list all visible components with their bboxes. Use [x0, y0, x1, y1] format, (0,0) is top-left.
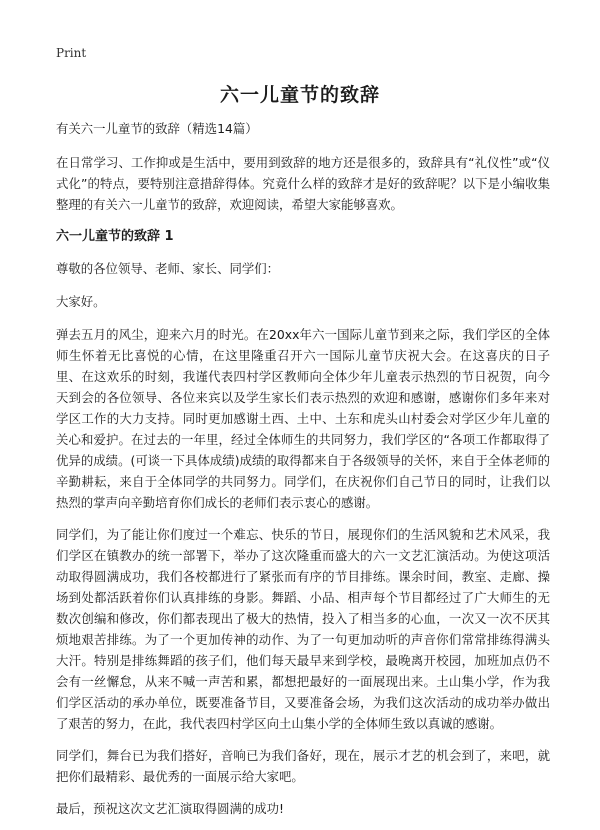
salutation: 尊敬的各位领导、老师、家长、同学们：	[56, 261, 280, 276]
closing-paragraph: 最后，预祝这次文艺汇演取得圆满的成功!	[56, 801, 284, 816]
greeting: 大家好。	[56, 294, 106, 309]
body-paragraph-1: 弹去五月的风尘，迎来六月的时光。在20xx年六一国际儿童节到来之际，我们学区的全体师生怀着无比喜悦的心情，在这里隆重召开六一国际儿童节庆祝大会。在这喜庆的日子里、在这欢乐的时刻，我谨代表四村学区教师向全体少年儿童表示热烈的节日祝贺，向今天到会的各位领导、各位来宾以及学生家长们表示热烈的欢迎和感谢，感谢你们多年来对学区工作的大力支持。同时更加感谢土西、土中、土东和虎头山村委会对学区少年儿童的关心和爱护。在过去的一年里，经过全体师生的共同努力，我们学区的“各项工作都取得了优异的成绩。(可谈一下具体成绩)成绩的取得都来自于各级领导的关怀，来自于全体老师的辛勤耕耘，来自于全体同学的共同努力。同学们，在庆祝你们自己节日的同时，让我们以热烈的掌声向辛勤培育你们成长的老师们表示衷心的感谢。	[56, 327, 550, 510]
print-link[interactable]: Print	[56, 46, 87, 60]
section-heading: 六一儿童节的致辞 1	[56, 229, 174, 244]
article-subtitle: 有关六一儿童节的致辞（精选14篇）	[56, 121, 258, 136]
body-paragraph-3: 同学们，舞台已为我们搭好，音响已为我们备好，现在，展示才艺的机会到了，来吧，就把你们最精彩、最优秀的一面展示给大家吧。	[56, 748, 550, 784]
page-title: 六一儿童节的致辞	[219, 84, 380, 106]
intro-paragraph: 在日常学习、工作抑或是生活中，要用到致辞的地方还是很多的，致辞具有“礼仪性”或“仪式化”的特点，要特别注意措辞得体。究竟什么样的致辞才是好的致辞呢？以下是小编收集整理的有关六一儿童节的致辞，欢迎阅读，希望大家能够喜欢。	[56, 155, 550, 212]
article-body	[56, 118, 550, 830]
body-paragraph-2: 同学们，为了能让你们度过一个难忘、快乐的节日，展现你们的生活风貌和艺术风采，我们学区在镇教办的统一部署下，举办了这次隆重而盛大的六一文艺汇演活动。为使这项活动取得圆满成功，我们各校都进行了紧张而有序的节目排练。课余时间，教室、走廊、操场到处都活跃着你们认真排练的身影。舞蹈、小品、相声每个节目都经过了广大师生的无数次创编和修改，你们都表现出了极大的热情，投入了相当多的心血，一次又一次不厌其烦地艰苦排练。为了一个更加传神的动作、为了一句更加动听的声音你们常常排练得满头大汗。特别是排练舞蹈的孩子们，他们每天最早来到学校，最晚离开校园，加班加点仍不会有一丝懈怠，从来不喊一声苦和累，都想把最好的一面展现出来。土山集小学，作为我们学区活动的承办单位，既要准备节目，又要准备会场，为我们这次活动的成功举办做出了艰苦的努力，在此，我代表四村学区向土山集小学的全体师生致以真诚的感谢。	[56, 527, 550, 731]
